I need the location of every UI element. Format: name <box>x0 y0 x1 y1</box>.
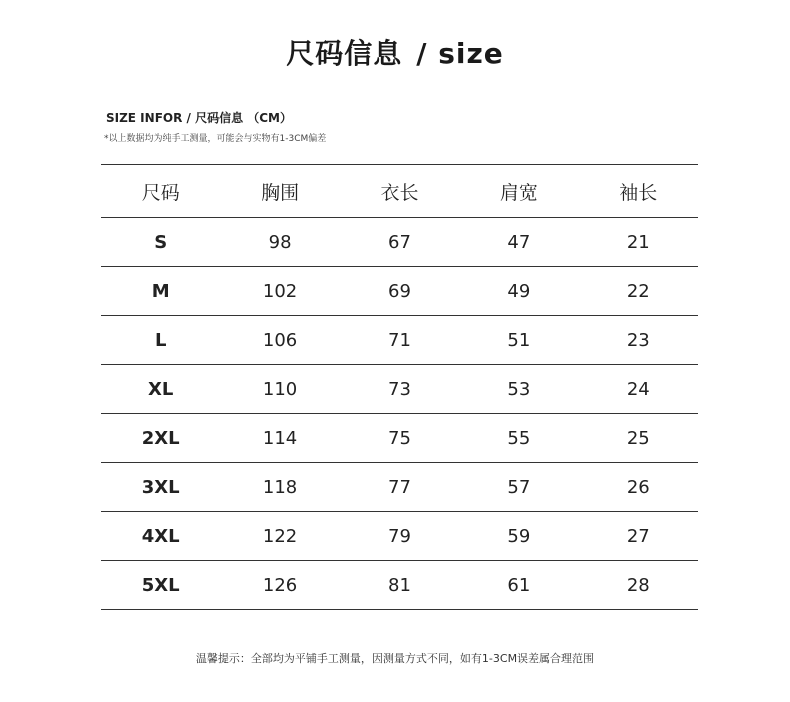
shoulder-cell: 57 <box>459 463 578 512</box>
chest-cell: 118 <box>220 463 339 512</box>
length-cell: 79 <box>340 512 459 561</box>
chest-cell: 98 <box>220 218 339 267</box>
shoulder-cell: 53 <box>459 365 578 414</box>
shoulder-cell: 55 <box>459 414 578 463</box>
length-cell: 67 <box>340 218 459 267</box>
footer-tip: 温馨提示：全部均为平铺手工测量，因测量方式不同，如有1-3CM误差属合理范围 <box>195 652 595 665</box>
size-cell: 2XL <box>101 414 220 463</box>
size-cell: 3XL <box>101 463 220 512</box>
shoulder-cell: 59 <box>459 512 578 561</box>
size-cell: M <box>101 267 220 316</box>
sleeve-cell: 25 <box>579 414 698 463</box>
sleeve-cell: 28 <box>579 561 698 610</box>
length-cell: 69 <box>340 267 459 316</box>
size-info-subtitle: SIZE INFOR / 尺码信息 （CM） <box>106 111 292 125</box>
column-header-sleeve: 袖长 <box>579 165 698 218</box>
chest-cell: 114 <box>220 414 339 463</box>
length-cell: 73 <box>340 365 459 414</box>
measurement-note: *以上数据均为纯手工测量，可能会与实物有1-3CM偏差 <box>104 134 327 144</box>
sleeve-cell: 27 <box>579 512 698 561</box>
shoulder-cell: 51 <box>459 316 578 365</box>
title-suffix: / size <box>416 37 504 70</box>
size-cell: L <box>101 316 220 365</box>
sleeve-cell: 23 <box>579 316 698 365</box>
size-cell: XL <box>101 365 220 414</box>
length-cell: 71 <box>340 316 459 365</box>
column-header-chest: 胸围 <box>220 165 339 218</box>
column-header-shoulder: 肩宽 <box>459 165 578 218</box>
size-cell: 5XL <box>101 561 220 610</box>
column-header-size: 尺码 <box>101 165 220 218</box>
table-row <box>101 267 698 316</box>
chest-cell: 106 <box>220 316 339 365</box>
table-row <box>101 463 698 512</box>
table-row <box>101 512 698 561</box>
column-header-length: 衣长 <box>340 165 459 218</box>
length-cell: 77 <box>340 463 459 512</box>
table-row <box>101 414 698 463</box>
chest-cell: 110 <box>220 365 339 414</box>
chest-cell: 122 <box>220 512 339 561</box>
table-row <box>101 316 698 365</box>
page-title <box>0 32 790 72</box>
table-header-row <box>101 165 698 218</box>
sleeve-cell: 22 <box>579 267 698 316</box>
shoulder-cell: 61 <box>459 561 578 610</box>
chest-cell: 102 <box>220 267 339 316</box>
table-row <box>101 218 698 267</box>
size-cell: S <box>101 218 220 267</box>
shoulder-cell: 49 <box>459 267 578 316</box>
length-cell: 81 <box>340 561 459 610</box>
table-row <box>101 365 698 414</box>
shoulder-cell: 47 <box>459 218 578 267</box>
sleeve-cell: 26 <box>579 463 698 512</box>
length-cell: 75 <box>340 414 459 463</box>
title-main: 尺码信息 <box>286 37 403 70</box>
table-row <box>101 561 698 610</box>
size-table <box>101 164 698 610</box>
sleeve-cell: 24 <box>579 365 698 414</box>
chest-cell: 126 <box>220 561 339 610</box>
sleeve-cell: 21 <box>579 218 698 267</box>
size-cell: 4XL <box>101 512 220 561</box>
